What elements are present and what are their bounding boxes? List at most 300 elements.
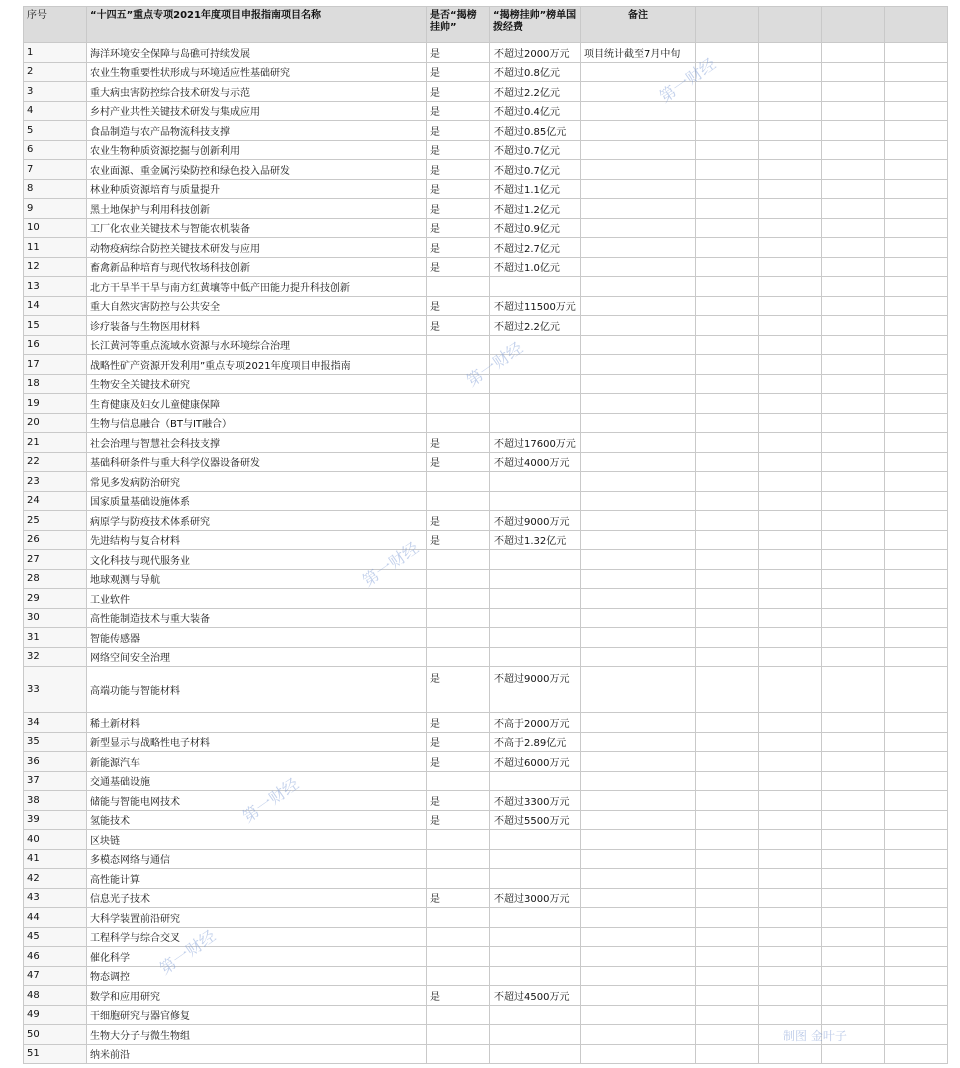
funding-cell: 不超过0.8亿元 <box>490 62 581 82</box>
empty-cell <box>696 277 759 297</box>
project-name-cell: 食品制造与农产品物流科技支撑 <box>87 121 427 141</box>
jiebang-cell <box>427 1005 490 1025</box>
empty-cell <box>759 608 822 628</box>
remark-cell <box>581 752 696 772</box>
empty-cell <box>759 550 822 570</box>
empty-cell <box>885 511 948 531</box>
table-row <box>24 752 948 772</box>
empty-cell <box>759 1044 822 1064</box>
project-name-cell: 多模态网络与通信 <box>87 849 427 869</box>
empty-cell <box>696 830 759 850</box>
empty-cell <box>696 966 759 986</box>
serial-cell: 30 <box>24 608 87 628</box>
jiebang-cell: 是 <box>427 62 490 82</box>
empty-cell <box>885 472 948 492</box>
empty-cell <box>696 394 759 414</box>
serial-cell: 31 <box>24 628 87 648</box>
empty-cell <box>759 121 822 141</box>
remark-cell <box>581 452 696 472</box>
project-name-cell: 新型显示与战略性电子材料 <box>87 732 427 752</box>
funding-cell <box>490 908 581 928</box>
funding-cell <box>490 771 581 791</box>
jiebang-cell: 是 <box>427 179 490 199</box>
serial-cell: 36 <box>24 752 87 772</box>
serial-cell: 8 <box>24 179 87 199</box>
empty-cell <box>885 986 948 1006</box>
funding-cell: 不超过2.2亿元 <box>490 82 581 102</box>
empty-cell <box>822 413 885 433</box>
funding-cell: 不超过1.2亿元 <box>490 199 581 219</box>
project-name-cell: 数学和应用研究 <box>87 986 427 1006</box>
remark-cell <box>581 713 696 733</box>
project-name-cell: 动物疫病综合防控关键技术研发与应用 <box>87 238 427 258</box>
empty-cell <box>822 947 885 967</box>
remark-cell <box>581 257 696 277</box>
project-name-cell: 生物安全关键技术研究 <box>87 374 427 394</box>
remark-cell <box>581 472 696 492</box>
serial-cell: 28 <box>24 569 87 589</box>
table-row <box>24 101 948 121</box>
serial-cell: 9 <box>24 199 87 219</box>
project-name-cell: 干细胞研究与器官修复 <box>87 1005 427 1025</box>
jiebang-cell <box>427 849 490 869</box>
table-row <box>24 413 948 433</box>
empty-cell <box>822 869 885 889</box>
serial-cell: 14 <box>24 296 87 316</box>
empty-cell <box>759 257 822 277</box>
table-row <box>24 986 948 1006</box>
empty-cell <box>759 160 822 180</box>
funding-cell <box>490 550 581 570</box>
jiebang-cell: 是 <box>427 732 490 752</box>
serial-cell: 40 <box>24 830 87 850</box>
jiebang-cell <box>427 927 490 947</box>
table-row <box>24 62 948 82</box>
project-name-cell: 文化科技与现代服务业 <box>87 550 427 570</box>
empty-cell <box>822 1044 885 1064</box>
empty-cell <box>885 43 948 63</box>
project-name-cell: 工厂化农业关键技术与智能农机装备 <box>87 218 427 238</box>
jiebang-cell: 是 <box>427 888 490 908</box>
serial-cell: 6 <box>24 140 87 160</box>
empty-cell <box>696 1025 759 1045</box>
funding-cell: 不超过4500万元 <box>490 986 581 1006</box>
funding-cell: 不高于2.89亿元 <box>490 732 581 752</box>
remark-cell <box>581 530 696 550</box>
empty-cell <box>759 530 822 550</box>
empty-cell <box>822 218 885 238</box>
funding-cell: 不超过0.7亿元 <box>490 140 581 160</box>
jiebang-cell <box>427 374 490 394</box>
empty-cell <box>759 752 822 772</box>
project-name-cell: 农业面源、重金属污染防控和绿色投入品研发 <box>87 160 427 180</box>
jiebang-cell <box>427 589 490 609</box>
empty-cell <box>822 986 885 1006</box>
table-row <box>24 966 948 986</box>
funding-cell <box>490 394 581 414</box>
funding-cell: 不超过2.7亿元 <box>490 238 581 258</box>
empty-cell <box>822 830 885 850</box>
empty-cell <box>759 869 822 889</box>
empty-cell <box>885 849 948 869</box>
funding-cell <box>490 628 581 648</box>
funding-cell: 不超过2.2亿元 <box>490 316 581 336</box>
project-name-cell: 病原学与防疫技术体系研究 <box>87 511 427 531</box>
empty-cell <box>822 752 885 772</box>
table-row <box>24 927 948 947</box>
remark-cell <box>581 628 696 648</box>
remark-cell <box>581 550 696 570</box>
funding-cell: 不高于2000万元 <box>490 713 581 733</box>
serial-cell: 5 <box>24 121 87 141</box>
project-name-cell: 网络空间安全治理 <box>87 647 427 667</box>
remark-cell <box>581 569 696 589</box>
empty-cell <box>822 1005 885 1025</box>
jiebang-cell <box>427 830 490 850</box>
table-body <box>24 43 948 1064</box>
empty-cell <box>696 160 759 180</box>
table-row <box>24 179 948 199</box>
project-name-cell: 稀土新材料 <box>87 713 427 733</box>
table-row <box>24 530 948 550</box>
empty-cell <box>759 335 822 355</box>
table-row <box>24 43 948 63</box>
remark-cell <box>581 589 696 609</box>
empty-cell <box>822 927 885 947</box>
jiebang-cell: 是 <box>427 257 490 277</box>
empty-cell <box>696 947 759 967</box>
empty-cell <box>822 257 885 277</box>
empty-cell <box>759 927 822 947</box>
funding-cell <box>490 491 581 511</box>
empty-cell <box>822 713 885 733</box>
chart-credit: 制图 金叶子 <box>783 1029 847 1043</box>
watermark: 第一财经 <box>155 926 220 979</box>
empty-cell <box>885 257 948 277</box>
empty-cell <box>696 374 759 394</box>
jiebang-cell: 是 <box>427 667 490 713</box>
jiebang-cell <box>427 569 490 589</box>
remark-cell <box>581 433 696 453</box>
project-name-cell: 交通基础设施 <box>87 771 427 791</box>
funding-cell <box>490 830 581 850</box>
table-row <box>24 199 948 219</box>
empty-cell <box>822 1025 885 1045</box>
table-row <box>24 1005 948 1025</box>
header-jiebang: 是否“揭榜挂帅” <box>427 7 490 43</box>
funding-cell <box>490 927 581 947</box>
empty-cell <box>822 608 885 628</box>
serial-cell: 29 <box>24 589 87 609</box>
serial-cell: 43 <box>24 888 87 908</box>
empty-cell <box>759 277 822 297</box>
remark-cell <box>581 869 696 889</box>
empty-cell <box>885 530 948 550</box>
empty-cell <box>885 238 948 258</box>
empty-cell <box>822 569 885 589</box>
jiebang-cell <box>427 413 490 433</box>
empty-cell <box>696 791 759 811</box>
jiebang-cell: 是 <box>427 238 490 258</box>
table-row <box>24 608 948 628</box>
empty-cell <box>822 849 885 869</box>
funding-cell <box>490 355 581 375</box>
jiebang-cell <box>427 394 490 414</box>
empty-cell <box>822 908 885 928</box>
table-row <box>24 550 948 570</box>
empty-cell <box>822 433 885 453</box>
funding-cell <box>490 335 581 355</box>
empty-cell <box>822 452 885 472</box>
remark-cell <box>581 374 696 394</box>
project-name-cell: 国家质量基础设施体系 <box>87 491 427 511</box>
empty-cell <box>759 771 822 791</box>
jiebang-cell <box>427 472 490 492</box>
empty-cell <box>822 335 885 355</box>
serial-cell: 39 <box>24 810 87 830</box>
empty-cell <box>759 713 822 733</box>
empty-cell <box>822 966 885 986</box>
jiebang-cell: 是 <box>427 140 490 160</box>
header-empty <box>759 7 822 43</box>
project-name-cell: 农业生物重要性状形成与环境适应性基础研究 <box>87 62 427 82</box>
project-name-cell: 北方干旱半干旱与南方红黄壤等中低产田能力提升科技创新 <box>87 277 427 297</box>
empty-cell <box>696 121 759 141</box>
project-name-cell: 乡村产业共性关键技术研发与集成应用 <box>87 101 427 121</box>
serial-cell: 12 <box>24 257 87 277</box>
empty-cell <box>885 452 948 472</box>
jiebang-cell <box>427 1044 490 1064</box>
empty-cell <box>759 452 822 472</box>
jiebang-cell: 是 <box>427 82 490 102</box>
funding-cell: 不超过17600万元 <box>490 433 581 453</box>
table-row <box>24 472 948 492</box>
empty-cell <box>696 589 759 609</box>
empty-cell <box>696 101 759 121</box>
jiebang-cell: 是 <box>427 160 490 180</box>
remark-cell <box>581 1005 696 1025</box>
empty-cell <box>696 810 759 830</box>
project-name-cell: 社会治理与智慧社会科技支撑 <box>87 433 427 453</box>
remark-cell <box>581 413 696 433</box>
empty-cell <box>759 791 822 811</box>
jiebang-cell: 是 <box>427 101 490 121</box>
empty-cell <box>885 732 948 752</box>
serial-cell: 35 <box>24 732 87 752</box>
empty-cell <box>822 810 885 830</box>
empty-cell <box>885 830 948 850</box>
funding-cell: 不超过1.32亿元 <box>490 530 581 550</box>
empty-cell <box>759 628 822 648</box>
empty-cell <box>885 966 948 986</box>
empty-cell <box>696 62 759 82</box>
project-name-cell: 战略性矿产资源开发利用”重点专项2021年度项目申报指南 <box>87 355 427 375</box>
serial-cell: 4 <box>24 101 87 121</box>
empty-cell <box>885 140 948 160</box>
project-name-cell: 重大病虫害防控综合技术研发与示范 <box>87 82 427 102</box>
empty-cell <box>696 569 759 589</box>
empty-cell <box>822 530 885 550</box>
empty-cell <box>759 394 822 414</box>
serial-cell: 34 <box>24 713 87 733</box>
empty-cell <box>759 433 822 453</box>
empty-cell <box>759 472 822 492</box>
empty-cell <box>822 888 885 908</box>
table-row <box>24 732 948 752</box>
remark-cell <box>581 82 696 102</box>
empty-cell <box>885 628 948 648</box>
remark-cell <box>581 849 696 869</box>
table-row <box>24 238 948 258</box>
empty-cell <box>759 569 822 589</box>
header-empty <box>696 7 759 43</box>
jiebang-cell <box>427 647 490 667</box>
jiebang-cell: 是 <box>427 752 490 772</box>
serial-cell: 2 <box>24 62 87 82</box>
table-row <box>24 160 948 180</box>
serial-cell: 11 <box>24 238 87 258</box>
empty-cell <box>885 433 948 453</box>
project-name-cell: 工程科学与综合交叉 <box>87 927 427 947</box>
empty-cell <box>759 667 822 713</box>
funding-cell: 不超过6000万元 <box>490 752 581 772</box>
jiebang-cell <box>427 608 490 628</box>
table-row <box>24 218 948 238</box>
empty-cell <box>759 647 822 667</box>
jiebang-cell <box>427 335 490 355</box>
empty-cell <box>822 771 885 791</box>
empty-cell <box>696 849 759 869</box>
jiebang-cell: 是 <box>427 452 490 472</box>
project-name-cell: 大科学装置前沿研究 <box>87 908 427 928</box>
serial-cell: 13 <box>24 277 87 297</box>
empty-cell <box>885 218 948 238</box>
serial-cell: 22 <box>24 452 87 472</box>
table-row <box>24 316 948 336</box>
empty-cell <box>822 550 885 570</box>
remark-cell <box>581 667 696 713</box>
remark-cell <box>581 927 696 947</box>
remark-cell <box>581 277 696 297</box>
remark-cell <box>581 218 696 238</box>
empty-cell <box>885 374 948 394</box>
empty-cell <box>759 966 822 986</box>
empty-cell <box>885 667 948 713</box>
empty-cell <box>885 296 948 316</box>
project-name-cell: 诊疗装备与生物医用材料 <box>87 316 427 336</box>
jiebang-cell <box>427 550 490 570</box>
funding-cell <box>490 589 581 609</box>
empty-cell <box>822 277 885 297</box>
empty-cell <box>822 296 885 316</box>
table-row <box>24 296 948 316</box>
empty-cell <box>822 589 885 609</box>
watermark: 第一财经 <box>655 54 720 107</box>
jiebang-cell <box>427 491 490 511</box>
empty-cell <box>822 316 885 336</box>
funding-cell: 不超过4000万元 <box>490 452 581 472</box>
project-name-cell: 农业生物种质资源挖掘与创新利用 <box>87 140 427 160</box>
empty-cell <box>696 199 759 219</box>
empty-cell <box>885 101 948 121</box>
empty-cell <box>885 62 948 82</box>
empty-cell <box>885 908 948 928</box>
project-name-cell: 林业种质资源培育与质量提升 <box>87 179 427 199</box>
project-name-cell: 重大自然灾害防控与公共安全 <box>87 296 427 316</box>
table-row <box>24 647 948 667</box>
empty-cell <box>822 199 885 219</box>
empty-cell <box>759 511 822 531</box>
table-row <box>24 830 948 850</box>
empty-cell <box>696 732 759 752</box>
project-name-cell: 生育健康及妇女儿童健康保障 <box>87 394 427 414</box>
header-row <box>24 7 948 43</box>
empty-cell <box>885 179 948 199</box>
jiebang-cell: 是 <box>427 986 490 1006</box>
empty-cell <box>696 1005 759 1025</box>
remark-cell <box>581 771 696 791</box>
empty-cell <box>885 752 948 772</box>
jiebang-cell: 是 <box>427 316 490 336</box>
table-row <box>24 908 948 928</box>
serial-cell: 15 <box>24 316 87 336</box>
remark-cell <box>581 810 696 830</box>
empty-cell <box>885 491 948 511</box>
empty-cell <box>822 121 885 141</box>
serial-cell: 24 <box>24 491 87 511</box>
jiebang-cell: 是 <box>427 810 490 830</box>
remark-cell <box>581 491 696 511</box>
jiebang-cell: 是 <box>427 511 490 531</box>
funding-cell: 不超过0.7亿元 <box>490 160 581 180</box>
empty-cell <box>759 1025 822 1045</box>
serial-cell: 41 <box>24 849 87 869</box>
serial-cell: 16 <box>24 335 87 355</box>
project-name-cell: 催化科学 <box>87 947 427 967</box>
serial-cell: 49 <box>24 1005 87 1025</box>
funding-cell <box>490 277 581 297</box>
empty-cell <box>885 947 948 967</box>
empty-cell <box>822 43 885 63</box>
header-remark: 备注 <box>581 7 696 43</box>
empty-cell <box>696 472 759 492</box>
jiebang-cell <box>427 869 490 889</box>
empty-cell <box>759 218 822 238</box>
project-name-cell: 新能源汽车 <box>87 752 427 772</box>
table-row <box>24 589 948 609</box>
empty-cell <box>759 1005 822 1025</box>
watermark: 第一财经 <box>238 774 303 827</box>
remark-cell <box>581 179 696 199</box>
empty-cell <box>822 179 885 199</box>
jiebang-cell: 是 <box>427 43 490 63</box>
empty-cell <box>759 491 822 511</box>
serial-cell: 17 <box>24 355 87 375</box>
project-name-cell: 生物大分子与微生物组 <box>87 1025 427 1045</box>
empty-cell <box>696 752 759 772</box>
funding-cell: 不超过0.9亿元 <box>490 218 581 238</box>
funding-cell <box>490 1005 581 1025</box>
empty-cell <box>759 908 822 928</box>
remark-cell <box>581 908 696 928</box>
empty-cell <box>885 199 948 219</box>
empty-cell <box>696 335 759 355</box>
empty-cell <box>885 355 948 375</box>
serial-cell: 48 <box>24 986 87 1006</box>
serial-cell: 21 <box>24 433 87 453</box>
empty-cell <box>696 238 759 258</box>
serial-cell: 44 <box>24 908 87 928</box>
